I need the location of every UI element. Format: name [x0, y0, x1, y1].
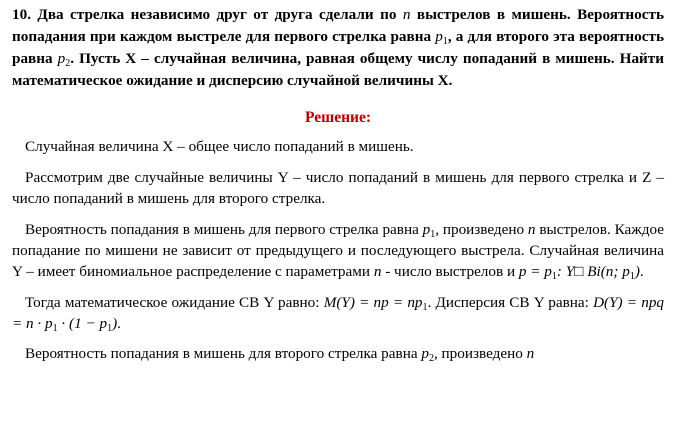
paragraph-2: Рассмотрим две случайные величины Y – число попаданий в мишень для первого стрелка и Z – число попаданий в мишень для второго стрелка. — [12, 169, 664, 207]
missing-glyph-box: □ — [574, 263, 584, 280]
problem-text-4: . Пусть X – случайная величина, равная общему числу попаданий в мишень. Найти математическое ожидание и дисперсию случайной величины X. — [12, 50, 664, 89]
math-n: n — [402, 6, 411, 23]
math-p2: $p_2$ — [57, 50, 71, 69]
paragraph-4: Тогда математическое ожидание СВ Y равно: M(Y) = np = $np_1$. Дисперсия СВ Y равна: D(Y) = npq = $n \cdot p_1 \cdot (1 - p_1)$. — [12, 294, 665, 334]
paragraph-1: Случайная величина X – общее число попаданий в мишень. — [25, 138, 414, 155]
math-n: n — [527, 221, 536, 238]
problem-text-2: выстрелов в мишень. Вероятность попадания при каждом выстреле для первого стрелка равна — [12, 6, 664, 45]
problem-statement — [12, 4, 664, 92]
math-p1: $p_1$ — [422, 221, 436, 240]
problem-text-3: , а для второго эта вероятность равна — [12, 28, 664, 67]
binomial-formula: $p = p_1$: Y□ Bi(n; $p_1$) — [518, 263, 640, 282]
paragraph-5: Вероятность попадания в мишень для второго стрелка равна $p_2$, произведено n — [25, 345, 535, 364]
paragraph-3: Вероятность попадания в мишень для первого стрелка равна $p_1$, произведено n выстрелов. Каждое попадание по мишени не зависит от предыдущего и последующего выстрела. Случайная величина Y – имеет биномиальное распределение с параметрами n - число выстрелов и $p = p_1$: Y□ Bi(n; $p_1$). — [12, 221, 664, 282]
math-n: n — [373, 263, 382, 280]
problem-number: 10. — [12, 6, 31, 23]
problem-text-1: Два стрелка независимо друг от друга сделали по — [30, 6, 403, 23]
math-p1: $p_1$ — [435, 28, 448, 47]
math-n: n — [526, 345, 535, 362]
math-p2: $p_2$ — [421, 345, 434, 364]
solution-heading: Решение: — [304, 109, 371, 126]
variance-formula: D(Y) = npq = $n \cdot p_1 \cdot (1 - p_1)$ — [12, 294, 665, 334]
expectation-formula: M(Y) = np = $np_1$ — [323, 294, 428, 313]
